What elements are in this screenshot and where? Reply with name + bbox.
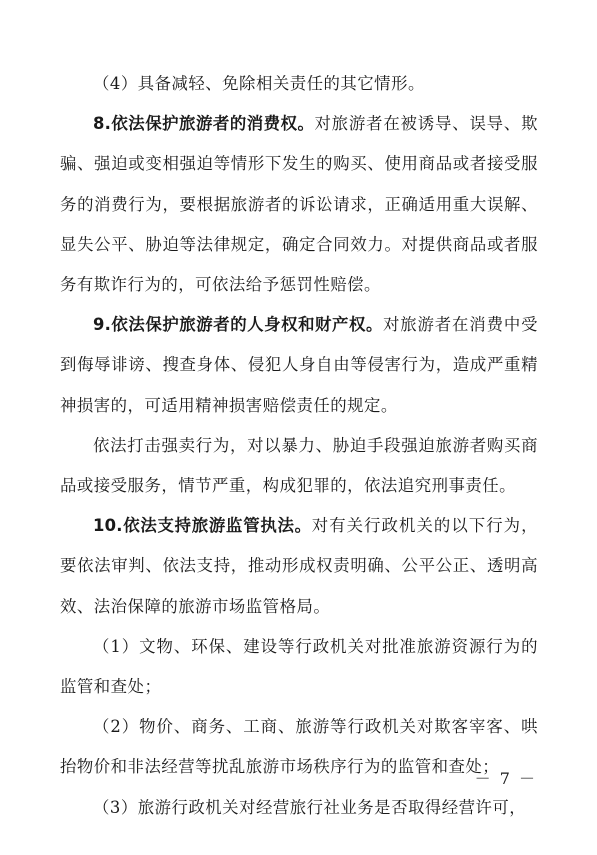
paragraph-item-3 [60,788,538,828]
section-heading-8: 8.依法保护旅游者的消费权。 [93,114,315,134]
paragraph-text: 对有关行政机关的以下行为，要依法审判、依法支持，推动形成权责明确、公平公正、透明高效、法治保障的旅游市场监管格局。 [60,516,538,616]
section-heading-9: 9.依法保护旅游者的人身权和财产权。 [93,315,383,335]
paragraph-item-2 [60,707,538,787]
paragraph-item-1 [60,627,538,707]
paragraph-text: （3）旅游行政机关对经营旅行社业务是否取得经营许可， [93,797,527,817]
paragraph-text: 依法打击强卖行为，对以暴力、胁迫手段强迫旅游者购买商品或接受服务，情节严重，构成犯罪的，依法追究刑事责任。 [60,435,538,496]
paragraph-supervision-support [60,506,538,627]
paragraph-forced-sales [60,426,538,506]
section-heading-10: 10.依法支持旅游监管执法。 [93,516,312,536]
paragraph-text: 对旅游者在消费中受到侮辱诽谤、搜查身体、侵犯人身自由等侵害行为，造成严重精神损害的，可适用精神损害赔偿责任的规定。 [60,315,539,415]
paragraph-text: （2）物价、商务、工商、旅游等行政机关对欺客宰客、哄抬物价和非法经营等扰乱旅游市场秩序行为的监管和查处； [60,717,538,777]
document-body [60,64,538,828]
paragraph-personal-property-rights [60,305,538,426]
paragraph-item-4 [60,64,538,104]
paragraph-text: 对旅游者在被诱导、误导、欺骗、强迫或变相强迫等情形下发生的购买、使用商品或者接受服务的消费行为，要根据旅游者的诉讼请求，正确适用重大误解、显失公平、胁迫等法律规定，确定合同效力。对提供商品或者服务有欺诈行为的，可依法给予惩罚性赔偿。 [60,114,538,295]
paragraph-text: （4）具备减轻、免除相关责任的其它情形。 [93,74,425,93]
paragraph-consumer-rights [60,104,538,305]
paragraph-text: （1）文物、环保、建设等行政机关对批准旅游资源行为的监管和查处； [60,636,538,697]
page-number: － 7 － [474,769,537,788]
